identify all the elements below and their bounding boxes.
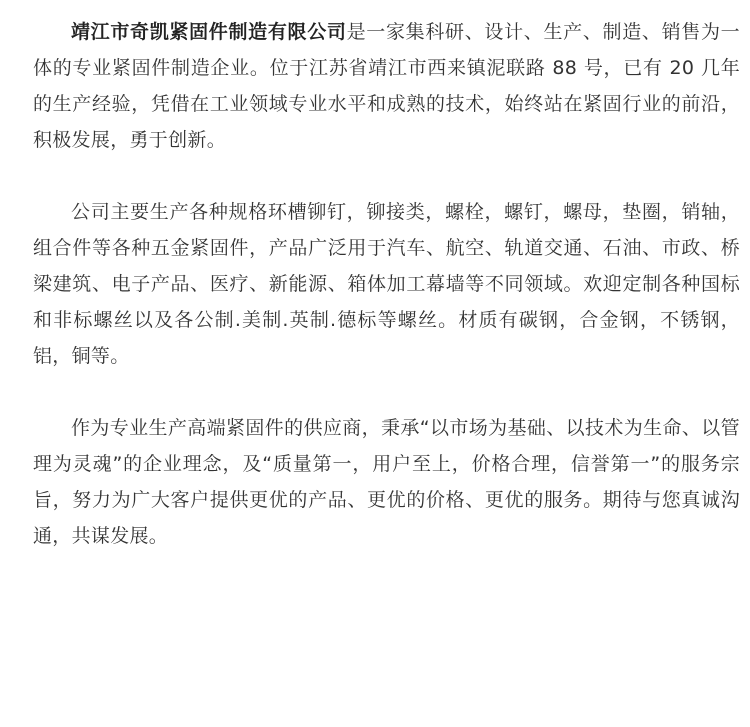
intro-paragraph	[33, 14, 740, 158]
intro-paragraph-text: 是一家集科研、设计、生产、制造、销售为一体的专业紧固件制造企业。位于江苏省靖江市西来镇泥联路 88 号，已有 20 几年的生产经验，凭借在工业领域专业水平和成熟的技术，始终站在紧固行业的前沿，积极发展，勇于创新。	[33, 21, 740, 151]
products-paragraph-text: 公司主要生产各种规格环槽铆钉，铆接类，螺栓，螺钉，螺母，垫圈，销轴，组合件等各种五金紧固件，产品广泛用于汽车、航空、轨道交通、石油、市政、桥梁建筑、电子产品、医疗、新能源、箱体加工幕墙等不同领域。欢迎定制各种国标和非标螺丝以及各公制.美制.英制.德标等螺丝。材质有碳钢，合金钢，不锈钢，铝，铜等。	[33, 201, 740, 367]
company-name: 靖江市奇凯紧固件制造有限公司	[71, 21, 347, 43]
philosophy-paragraph-text: 作为专业生产高端紧固件的供应商，秉承“以市场为基础、以技术为生命、以管理为灵魂”的企业理念，及“质量第一，用户至上，价格合理，信誉第一”的服务宗旨，努力为广大客户提供更优的产品、更优的价格、更优的服务。期待与您真诚沟通，共谋发展。	[33, 417, 740, 547]
philosophy-paragraph	[33, 410, 740, 554]
products-paragraph	[33, 194, 740, 374]
